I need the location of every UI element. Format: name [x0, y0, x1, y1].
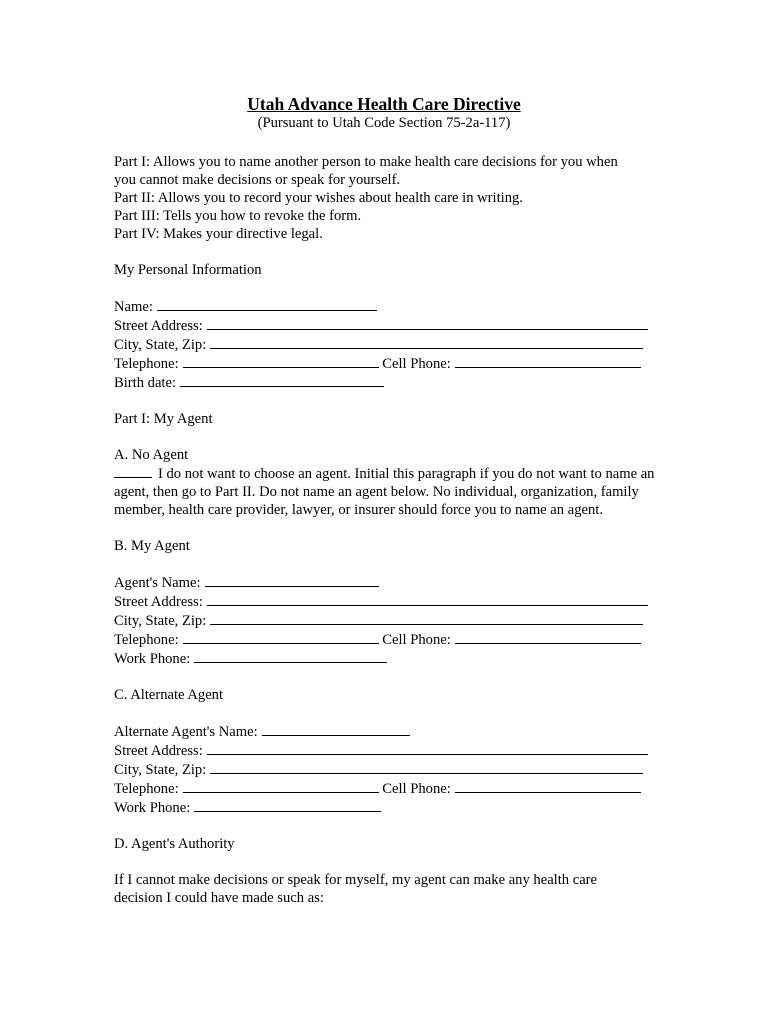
document-page	[114, 94, 658, 907]
agent-name-row	[114, 573, 658, 592]
agent-authority-heading: D. Agent's Authority	[114, 836, 235, 852]
street-field[interactable]	[207, 316, 648, 330]
personal-birth-row	[114, 373, 658, 392]
agent-telephone-label: Telephone:	[114, 632, 179, 648]
telephone-label: Telephone:	[114, 356, 179, 372]
city-field[interactable]	[210, 335, 643, 349]
intro-part-2: Part II: Allows you to record your wishes about health care in writing.	[114, 190, 523, 206]
agent-cell-field[interactable]	[455, 630, 641, 644]
agent-city-label: City, State, Zip:	[114, 613, 207, 629]
agent-work-field[interactable]	[194, 649, 387, 663]
alt-agent-work-row	[114, 798, 658, 817]
alt-agent-cell-field[interactable]	[455, 779, 641, 793]
agent-work-label: Work Phone:	[114, 651, 191, 667]
alt-agent-city-row	[114, 760, 658, 779]
no-agent-heading: A. No Agent	[114, 447, 189, 463]
agent-name-label: Agent's Name:	[114, 575, 201, 591]
part1-heading: Part I: My Agent	[114, 411, 213, 427]
intro-part-1: Part I: Allows you to name another person to make health care decisions for you when you cannot make decisions or speak for yourself.	[114, 154, 618, 188]
alt-agent-telephone-row	[114, 779, 658, 798]
agent-name-field[interactable]	[205, 573, 379, 587]
alt-agent-street-label: Street Address:	[114, 743, 203, 759]
document-title: Utah Advance Health Care Directive	[247, 94, 521, 114]
alt-agent-work-label: Work Phone:	[114, 800, 191, 816]
alt-agent-telephone-field[interactable]	[183, 779, 379, 793]
cell-field[interactable]	[455, 354, 641, 368]
alt-agent-cell-label: Cell Phone:	[382, 781, 451, 797]
document-subtitle: (Pursuant to Utah Code Section 75-2a-117)	[257, 115, 511, 131]
no-agent-text: I do not want to choose an agent. Initial this paragraph if you do not want to name an agent, then go to Part II. Do not name an agent below. No individual, organization, family member, health care provider, lawyer, or insurer should force you to name an agent.	[114, 466, 655, 518]
title-block	[114, 94, 654, 132]
agent-city-row	[114, 611, 658, 630]
personal-street-row	[114, 316, 658, 335]
alt-agent-street-row	[114, 741, 658, 760]
agent-city-field[interactable]	[210, 611, 643, 625]
alt-agent-city-label: City, State, Zip:	[114, 762, 207, 778]
alternate-agent-heading: C. Alternate Agent	[114, 687, 224, 703]
telephone-field[interactable]	[183, 354, 379, 368]
alt-agent-work-field[interactable]	[194, 798, 381, 812]
birth-label: Birth date:	[114, 375, 177, 391]
agent-street-label: Street Address:	[114, 594, 203, 610]
alt-agent-name-field[interactable]	[262, 722, 410, 736]
cell-label: Cell Phone:	[382, 356, 451, 372]
no-agent-paragraph	[114, 464, 658, 519]
personal-info-heading: My Personal Information	[114, 262, 262, 278]
personal-telephone-row	[114, 354, 658, 373]
agent-telephone-field[interactable]	[183, 630, 379, 644]
agent-work-row	[114, 649, 658, 668]
alt-agent-city-field[interactable]	[210, 760, 643, 774]
alt-agent-name-label: Alternate Agent's Name:	[114, 724, 258, 740]
intro-part-3: Part III: Tells you how to revoke the form.	[114, 208, 362, 224]
alt-agent-telephone-label: Telephone:	[114, 781, 179, 797]
personal-name-row	[114, 297, 658, 316]
my-agent-heading: B. My Agent	[114, 538, 190, 554]
no-agent-initial-field[interactable]	[114, 464, 152, 478]
name-label: Name:	[114, 299, 153, 315]
alt-agent-street-field[interactable]	[207, 741, 648, 755]
city-label: City, State, Zip:	[114, 337, 207, 353]
agent-telephone-row	[114, 630, 658, 649]
name-field[interactable]	[157, 297, 377, 311]
birth-field[interactable]	[180, 373, 384, 387]
agent-street-field[interactable]	[207, 592, 648, 606]
street-label: Street Address:	[114, 318, 203, 334]
personal-city-row	[114, 335, 658, 354]
agent-street-row	[114, 592, 658, 611]
alt-agent-name-row	[114, 722, 658, 741]
agent-authority-text: If I cannot make decisions or speak for myself, my agent can make any health care decision I could have made such as:	[114, 872, 598, 906]
agent-cell-label: Cell Phone:	[382, 632, 451, 648]
intro-part-4: Part IV: Makes your directive legal.	[114, 226, 323, 242]
